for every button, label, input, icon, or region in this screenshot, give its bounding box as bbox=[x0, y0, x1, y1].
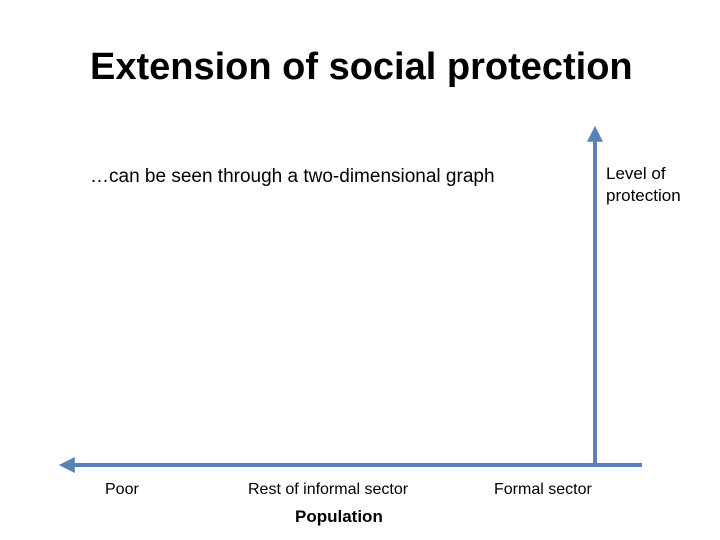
y-axis-label-line1: Level of bbox=[606, 164, 666, 183]
category-rest-of-informal-sector: Rest of informal sector bbox=[248, 481, 409, 498]
y-axis-label bbox=[606, 163, 716, 207]
x-axis-label: Population bbox=[295, 507, 383, 526]
slide-subtitle: …can be seen through a two-dimensional graph bbox=[90, 166, 495, 187]
slide-title: Extension of social protection bbox=[90, 46, 633, 88]
category-formal-sector: Formal sector bbox=[494, 481, 592, 498]
category-poor: Poor bbox=[105, 481, 139, 498]
y-axis-label-line2: protection bbox=[606, 186, 681, 205]
